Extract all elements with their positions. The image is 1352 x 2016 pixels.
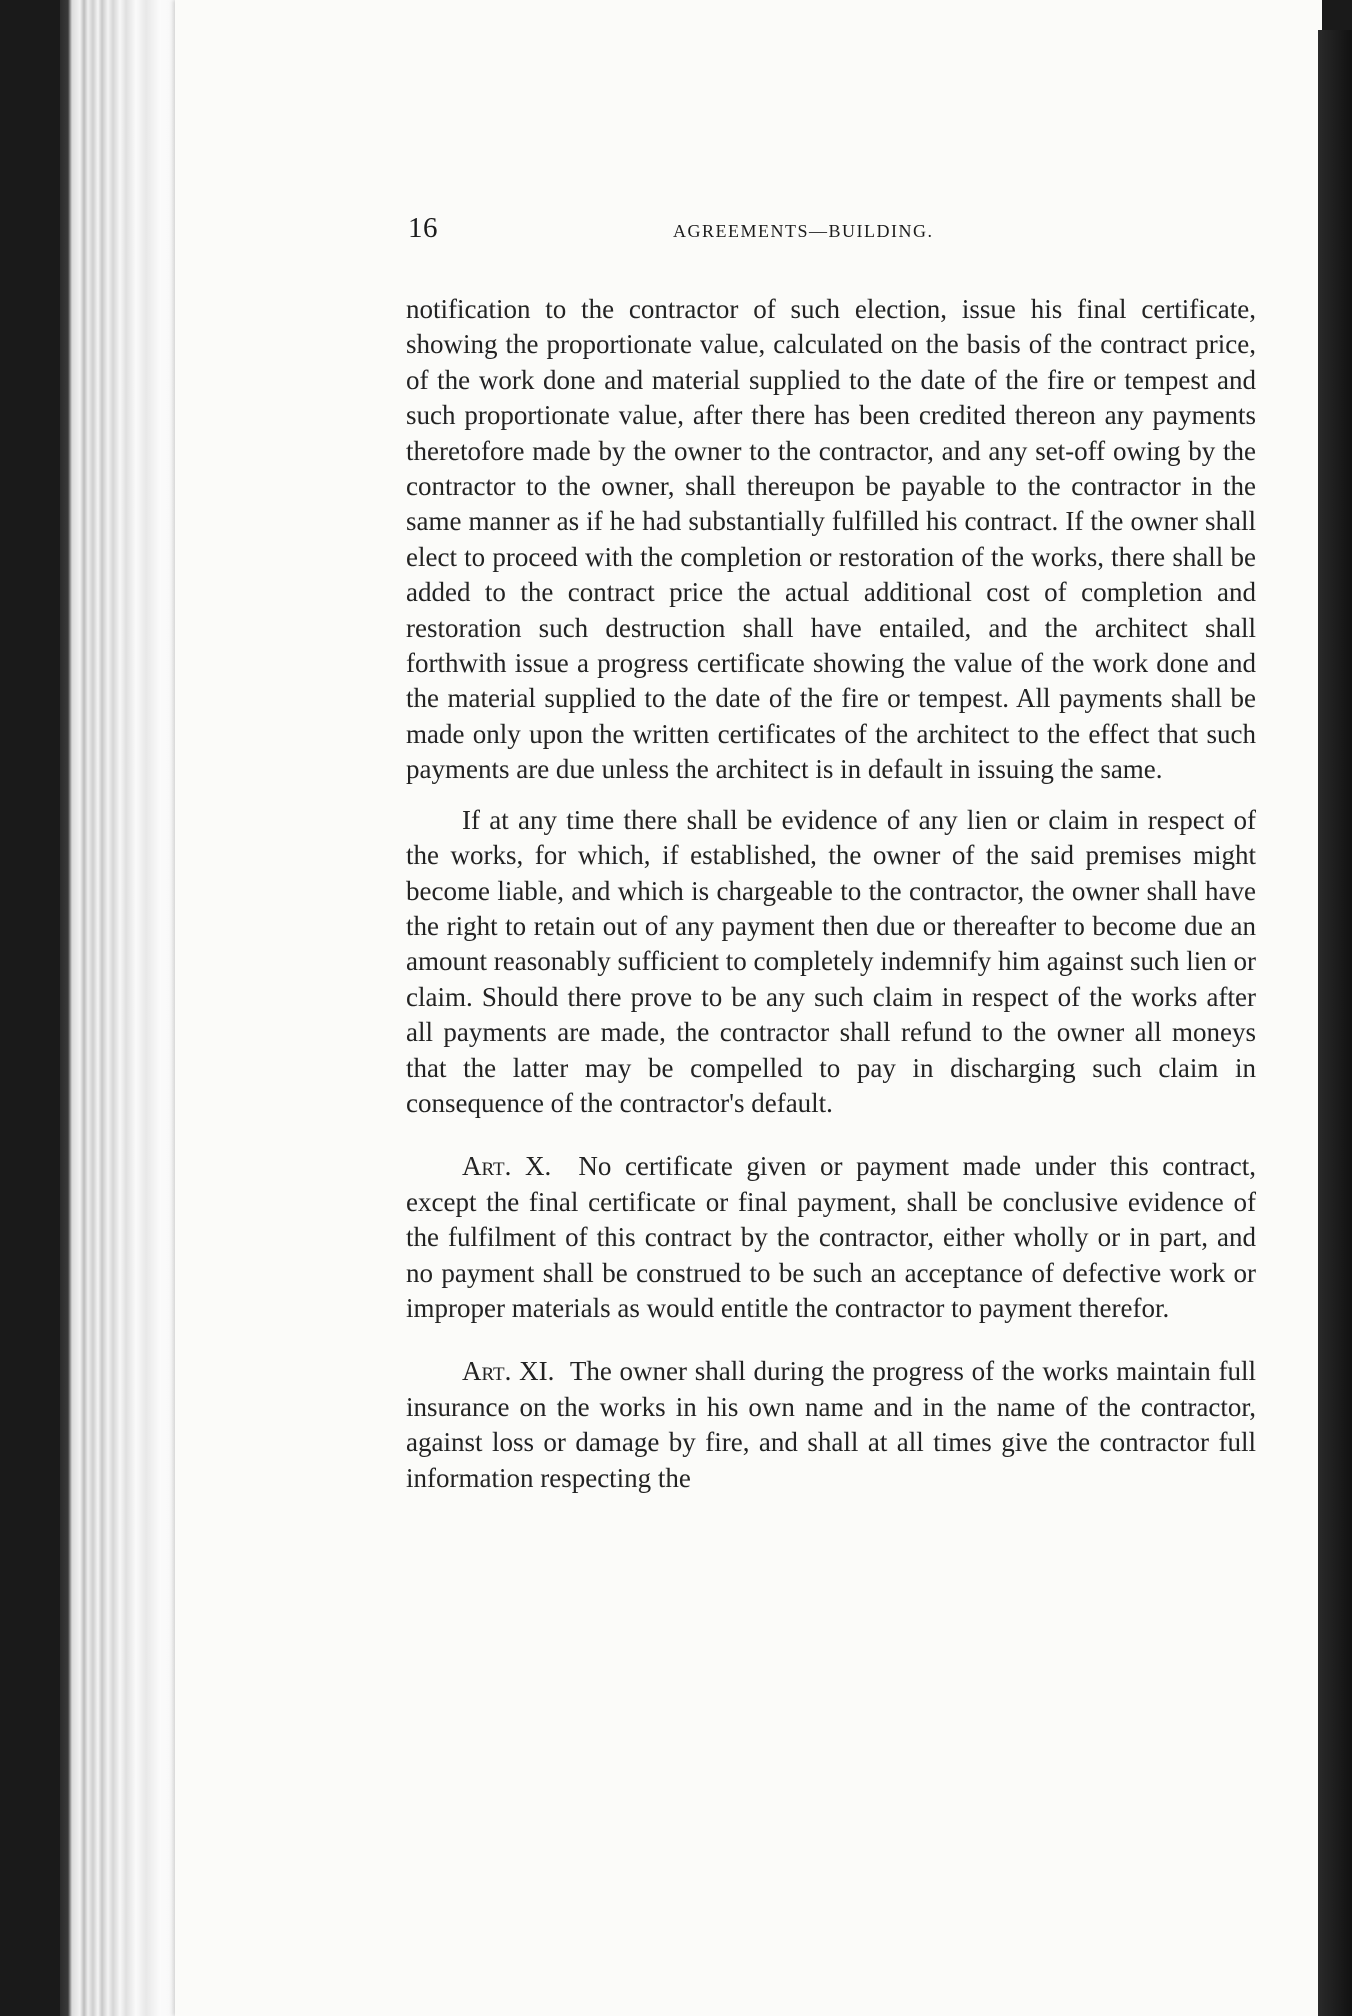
book-right-edge [1318, 30, 1352, 2016]
paragraph-article-x [406, 1149, 1256, 1326]
running-head: AGREEMENTS—BUILDING. [673, 221, 934, 241]
article-text: No certificate given or payment made under this contract, except the final certificate or final payment, shall be conclusive evidence of the fulfilment of this contract by the contractor, either wholly or in part, and no payment shall be construed to be such an acceptance of defective work or improper materials as would entitle the contractor to payment therefor. [406, 1151, 1256, 1323]
book-page-edges [60, 0, 190, 2016]
paragraph-article-xi [406, 1354, 1256, 1496]
article-label: Art. X. [462, 1151, 552, 1182]
page-body [406, 292, 1256, 1496]
page-number: 16 [408, 212, 438, 244]
article-label: Art. XI. [462, 1356, 555, 1387]
paragraph-lien-claim: If at any time there shall be evidence of any lien or claim in respect of the works, for which, if established, the owner of the said premises might become liable, and which is chargeable to the contractor, the owner shall have the right to retain out of any payment then due or thereafter to become due an amount reasonably sufficient to completely indemnify him against such lien or claim. Should there prove to be any such claim in respect of the works after all payments are made, the contractor shall refund to the owner all moneys that the latter may be compelled to pay in discharging such claim in consequence of the contractor's default. [406, 804, 1256, 1118]
paragraph-continuation: notification to the contractor of such election, issue his final certificate, showing the proportionate value, calculated on the basis of the contract price, of the work done and material supplied to the date of the fire or tempest and such proportionate value, after there has been credited thereon any payments theretofore made by the owner to the contractor, and any set-off owing by the contractor to the owner, shall thereupon be payable to the contractor in the same manner as if he had substantially fulfilled his contract. If the owner shall elect to proceed with the completion or restoration of the works, there shall be added to the contract price the actual additional cost of completion and restoration such destruction shall have entailed, and the architect shall forthwith issue a progress certificate showing the value of the work done and the material supplied to the date of the fire or tempest. All payments shall be made only upon the written certificates of the architect to the effect that such payments are due unless the architect is in default in issuing the same. [406, 294, 1256, 785]
article-text: The owner shall during the progress of the works maintain full insurance on the works in his own name and in the name of the contractor, against loss or damage by fire, and shall at all times give the contractor full information respecting the [406, 1356, 1256, 1493]
page-header [408, 212, 1258, 252]
